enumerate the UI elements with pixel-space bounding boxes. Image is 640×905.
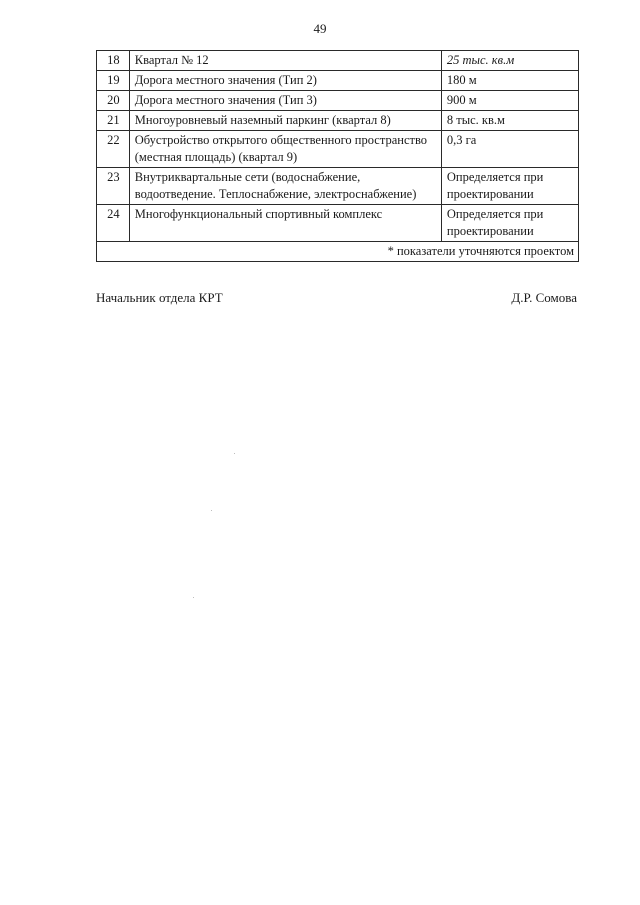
table-row xyxy=(97,205,579,242)
row-value: 0,3 га xyxy=(441,131,578,168)
row-number: 21 xyxy=(97,111,130,131)
row-name: Многоуровневый наземный паркинг (квартал 8) xyxy=(129,111,441,131)
row-number: 19 xyxy=(97,71,130,91)
row-value: Определяется при проектировании xyxy=(441,168,578,205)
table-row xyxy=(97,71,579,91)
scan-speck xyxy=(211,510,212,511)
signatory-position: Начальник отдела КРТ xyxy=(96,290,223,305)
row-name: Внутриквартальные сети (водоснабжение, водоотведение. Теплоснабжение, электроснабжение) xyxy=(129,168,441,205)
table-row xyxy=(97,168,579,205)
row-name: Дорога местного значения (Тип 2) xyxy=(129,71,441,91)
row-number: 23 xyxy=(97,168,130,205)
row-value: Определяется при проектировании xyxy=(441,205,578,242)
row-value: 25 тыс. кв.м xyxy=(441,51,578,71)
row-value: 8 тыс. кв.м xyxy=(441,111,578,131)
signatory-name: Д.Р. Сомова xyxy=(511,290,577,305)
row-number: 22 xyxy=(97,131,130,168)
row-number: 20 xyxy=(97,91,130,111)
row-name: Квартал № 12 xyxy=(129,51,441,71)
indicators-table xyxy=(96,50,579,262)
row-name: Дорога местного значения (Тип 3) xyxy=(129,91,441,111)
table-row xyxy=(97,111,579,131)
row-number: 18 xyxy=(97,51,130,71)
page-number: 49 xyxy=(313,21,327,36)
table-footnote-row xyxy=(97,242,579,262)
row-value: 900 м xyxy=(441,91,578,111)
scan-speck xyxy=(234,453,235,454)
scan-speck xyxy=(193,597,194,598)
table-row xyxy=(97,91,579,111)
table-footnote: * показатели уточняются проектом xyxy=(97,242,579,262)
table-row xyxy=(97,131,579,168)
row-name: Многофункциональный спортивный комплекс xyxy=(129,205,441,242)
row-number: 24 xyxy=(97,205,130,242)
row-value: 180 м xyxy=(441,71,578,91)
row-name: Обустройство открытого общественного пространство (местная площадь) (квартал 9) xyxy=(129,131,441,168)
table-row xyxy=(97,51,579,71)
